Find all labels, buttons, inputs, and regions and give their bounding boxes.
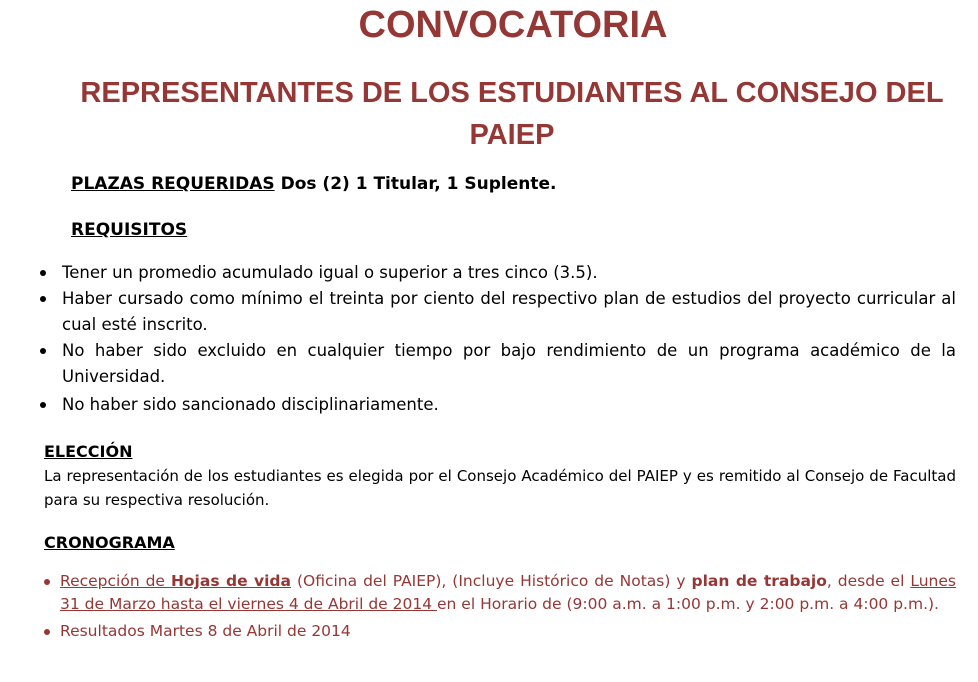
crono-plan: plan de trabajo	[691, 572, 827, 590]
list-item	[42, 570, 956, 616]
list-item: No haber sido excluido en cualquier tiempo por bajo rendimiento de un programa académico de la Universidad.	[38, 338, 956, 388]
crono-text: Recepción de	[60, 572, 171, 590]
cronograma-list	[42, 570, 956, 643]
plazas-value: Dos (2) 1 Titular, 1 Suplente.	[280, 174, 557, 194]
crono-text: (Oficina del PAIEP), (Incluye Histórico de Notas) y	[291, 572, 692, 590]
list-item: Haber cursado como mínimo el treinta por ciento del respectivo plan de estudios del proyecto curricular al cual esté inscrito.	[38, 286, 956, 338]
eleccion-heading: ELECCIÓN	[44, 442, 133, 461]
plazas-label: PLAZAS REQUERIDAS	[71, 174, 275, 194]
requisitos-list	[38, 260, 956, 418]
crono-hojas: Hojas de vida	[170, 572, 291, 590]
cronograma-heading: CRONOGRAMA	[44, 533, 175, 552]
eleccion-text: La representación de los estudiantes es elegida por el Consejo Académico del PAIEP y es remitido al Consejo de Facultad para su respectiva resolución.	[44, 467, 956, 509]
page-title: CONVOCATORIA	[358, 4, 668, 46]
plazas-line	[71, 174, 557, 194]
list-item: Tener un promedio acumulado igual o superior a tres cinco (3.5).	[38, 260, 956, 286]
crono-fechas: Lunes 31 de Marzo hasta el viernes 4 de Abril de 2014	[60, 572, 956, 613]
list-item: Resultados Martes 8 de Abril de 2014	[42, 620, 956, 643]
page-subtitle: REPRESENTANTES DE LOS ESTUDIANTES AL CONSEJO DEL PAIEP	[80, 77, 944, 151]
requisitos-heading: REQUISITOS	[71, 220, 188, 240]
list-item: No haber sido sancionado disciplinariamente.	[38, 392, 956, 418]
crono-horario: en el Horario de (9:00 a.m. a 1:00 p.m. y 2:00 p.m. a 4:00 p.m.).	[437, 595, 939, 613]
crono-text: , desde el	[826, 572, 911, 590]
